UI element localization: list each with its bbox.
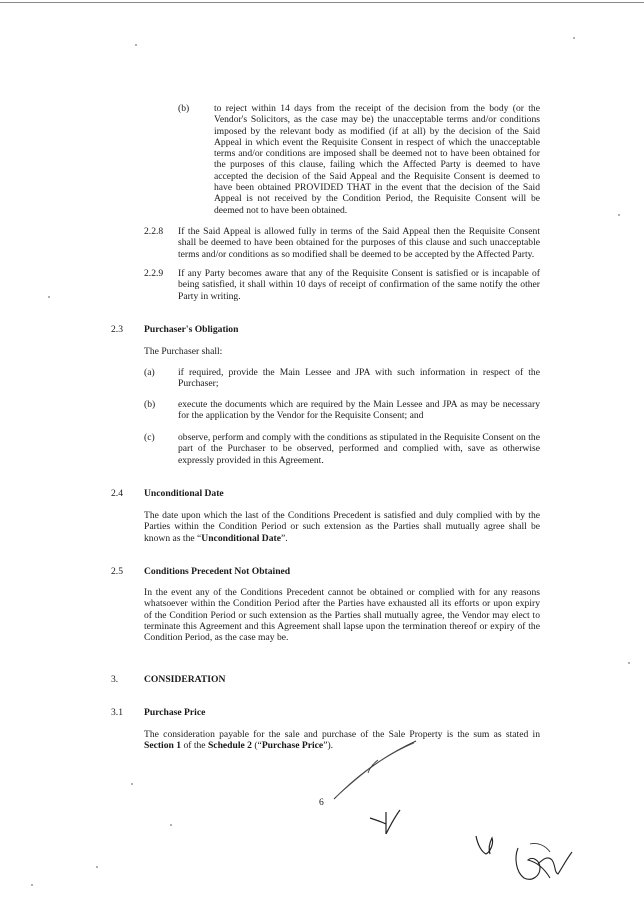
section-2-3-intro: The Purchaser shall:: [144, 346, 223, 357]
section-2-5-text: In the event any of the Conditions Precedent cannot be obtained or complied with for any reasons whatsoever within the Condition Period after the Parties have exhausted all its efforts or upon expiry of the Condition Period or such extension as the Parties shall mutually agree, the Vendor may elect to terminate this Agreement and this Agreement shall lapse upon the termination thereof or expiry of the Condition Period, as the case may be.: [144, 587, 540, 644]
section-2-4-text-end: ”.: [280, 532, 288, 544]
item-c-label: (c): [144, 432, 155, 443]
scan-speck: [131, 783, 133, 785]
scan-speck: [96, 866, 98, 868]
section-2-4-text: [144, 510, 540, 544]
clause-b-label: (b): [178, 103, 190, 114]
purchase-price-term: Purchase Price: [261, 740, 324, 752]
scan-speck: [170, 824, 172, 826]
section-2-3-number: 2.3: [111, 324, 123, 335]
item-b-text: execute the documents which are required by the Main Lessee and JPA as may be necessary for the application by the Vendor for the Requisite Consent; and: [178, 399, 540, 422]
scan-speck: [628, 662, 630, 664]
initials-mark-small: [472, 832, 502, 862]
item-c-text: observe, perform and comply with the conditions as stipulated in the Requisite Consent on the part of the Purchaser to be observed, performed and complied with, save as otherwise expressly provided in this Agreement.: [178, 432, 540, 466]
schedule-2-ref: Schedule 2: [207, 740, 252, 752]
page-number: 6: [319, 797, 324, 808]
section-3-heading: CONSIDERATION: [144, 674, 226, 685]
section-3-1-text-part-4: ”).: [323, 740, 334, 752]
item-a-text: if required, provide the Main Lessee and JPA with such information in respect of the Purchaser;: [178, 367, 540, 390]
section-2-5-number: 2.5: [111, 566, 123, 577]
signature-stroke: [330, 735, 420, 805]
scan-speck: [135, 44, 137, 46]
section-1-ref: Section 1: [144, 740, 182, 752]
item-a-label: (a): [144, 367, 155, 378]
clause-2-2-8-number: 2.2.8: [144, 226, 164, 237]
top-border-line: [0, 2, 644, 3]
section-2-4-heading: Unconditional Date: [144, 488, 224, 499]
signature-mark-large: [510, 838, 576, 888]
section-3-1-number: 3.1: [111, 707, 123, 718]
section-3-1-text-part-2: of the: [181, 740, 208, 752]
item-b-label: (b): [144, 399, 156, 410]
section-3-1-text-part-1: The consideration payable for the sale and purchase of the Sale Property is the sum as stated in: [144, 729, 540, 740]
initials-signature: [366, 808, 406, 838]
section-3-1-heading: Purchase Price: [144, 707, 206, 718]
clause-2-2-8-text: If the Said Appeal is allowed fully in terms of the Said Appeal then the Requisite Consent shall be deemed to have been obtained for the purposes of this clause and such unacceptable terms and/or conditions as so modified shall be deemed to be accepted by the Affected Party.: [178, 226, 540, 260]
clause-b-text: to reject within 14 days from the receipt of the decision from the body (or the Vendor's Solicitors, as the case may be) the unacceptable terms and/or conditions imposed by the relevant body as modified (if at all) by the decision of the Said Appeal in which event the Requisite Consent in respect of which the unacceptable terms and/or conditions are imposed shall be deemed not to have been obtained for the purposes of this clause, failing which the Affected Party is deemed to have accepted the decision of the Said Appeal and the Requisite Consent is deemed to have been obtained PROVIDED THAT in the event that the decision of the Said Appeal is not received by the Condition Period, the Requisite Consent will be deemed not to have been obtained.: [214, 103, 540, 216]
section-2-4-number: 2.4: [111, 488, 123, 499]
section-2-4-text-part: The date upon which the last of the Conditions Precedent is satisfied and duly complied with by the Parties within the Condition Period or such extension as the Parties shall mutually agree shall be known as the “: [144, 510, 540, 544]
section-2-3-heading: Purchaser's Obligation: [144, 324, 239, 335]
clause-2-2-9-number: 2.2.9: [144, 268, 164, 279]
scan-speck: [48, 296, 50, 298]
unconditional-date-term: Unconditional Date: [201, 532, 281, 544]
scan-speck: [31, 884, 33, 886]
scan-speck: [573, 37, 575, 39]
section-2-5-heading: Conditions Precedent Not Obtained: [144, 566, 291, 577]
section-3-number: 3.: [111, 674, 119, 685]
scan-speck: [618, 214, 620, 216]
section-3-1-text-part-3: (“: [251, 740, 262, 752]
clause-2-2-9-text: If any Party becomes aware that any of the Requisite Consent is satisfied or is incapable of being satisfied, it shall within 10 days of receipt of confirmation of the same notify the other Party in writing.: [178, 268, 540, 302]
